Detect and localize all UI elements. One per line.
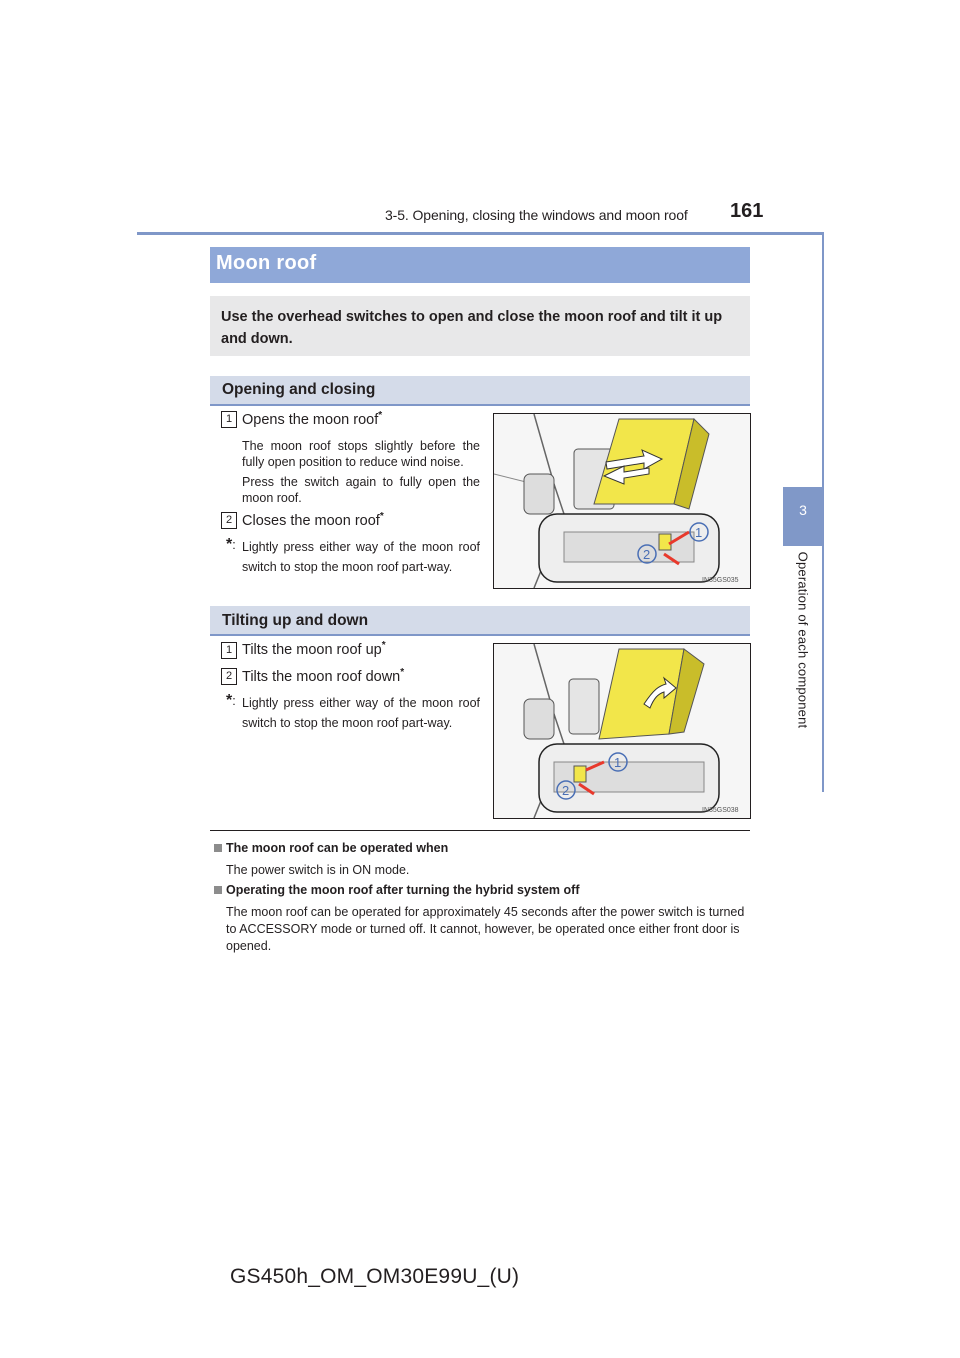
page-title: Moon roof (216, 252, 317, 274)
item-number: 1 (221, 411, 237, 428)
section-heading-opening: Opening and closing (222, 381, 376, 398)
asterisk: * (381, 640, 386, 651)
item-label-tilt-down (242, 667, 404, 685)
chapter-tab-number: 3 (799, 502, 807, 518)
illustration-tilt (493, 643, 751, 819)
footer-doc-id: GS450h_OM_OM30E99U_(U) (230, 1265, 520, 1288)
square-bullet-icon (214, 844, 222, 852)
page-number: 161 (730, 200, 764, 222)
asterisk: * (226, 692, 233, 709)
figure-id: IN35GS035 (702, 577, 739, 584)
footnote-marker (226, 535, 236, 555)
info-heading (214, 841, 448, 855)
footnote-colon: : (232, 538, 236, 552)
item-label-text: Opens the moon roof (242, 412, 379, 428)
item-label-text: Closes the moon roof (242, 513, 380, 529)
info-rule (210, 830, 750, 831)
footnote-text: Lightly press either way of the moon roof switch to stop the moon roof part-way. (242, 540, 480, 574)
square-bullet-icon (214, 886, 222, 894)
item-number: 2 (221, 668, 237, 685)
asterisk: * (378, 410, 383, 421)
item-label-tilt-up (242, 640, 386, 658)
asterisk: * (400, 667, 405, 678)
info-heading-text: Operating the moon roof after turning the hybrid system off (226, 883, 580, 897)
callout-1: 1 (614, 755, 622, 770)
illustration-open-close (493, 413, 751, 589)
item-label-close (242, 511, 384, 529)
header-rule (137, 232, 823, 235)
info-text: The power switch is in ON mode. (226, 863, 410, 877)
item-number: 2 (221, 512, 237, 529)
section-heading-tilting: Tilting up and down (222, 612, 369, 629)
asterisk: * (379, 511, 384, 522)
footnote-marker (226, 691, 236, 711)
info-heading-text: The moon roof can be operated when (226, 841, 449, 855)
callout-2: 2 (562, 783, 570, 798)
callout-1: 1 (695, 525, 703, 540)
running-header: 3-5. Opening, closing the windows and moon roof (385, 207, 688, 223)
callout-2: 2 (643, 547, 651, 562)
item-label-open (242, 410, 382, 428)
item-number: 1 (221, 642, 237, 659)
item-label-text: Tilts the moon roof up (242, 642, 382, 658)
note-text: Press the switch again to fully open the moon roof. (242, 475, 480, 505)
intro-text: Use the overhead switches to open and close the moon roof and tilt it up and down. (221, 309, 723, 347)
asterisk: * (226, 536, 233, 553)
footnote-colon: : (232, 694, 236, 708)
figure-id: IN35GS038 (702, 807, 739, 814)
chapter-tab-label: Operation of each component (795, 551, 811, 729)
note-text: The moon roof stops slightly before the fully open position to reduce wind noise. (242, 439, 480, 469)
info-text: The moon roof can be operated for approximately 45 seconds after the power switch is turned to ACCESSORY mode or turned off. It cannot, however, be operated once either front door is opened. (226, 905, 745, 953)
footnote-text: Lightly press either way of the moon roof switch to stop the moon roof part-way. (242, 696, 480, 730)
item-label-text: Tilts the moon roof down (242, 669, 401, 685)
info-heading (214, 883, 580, 897)
